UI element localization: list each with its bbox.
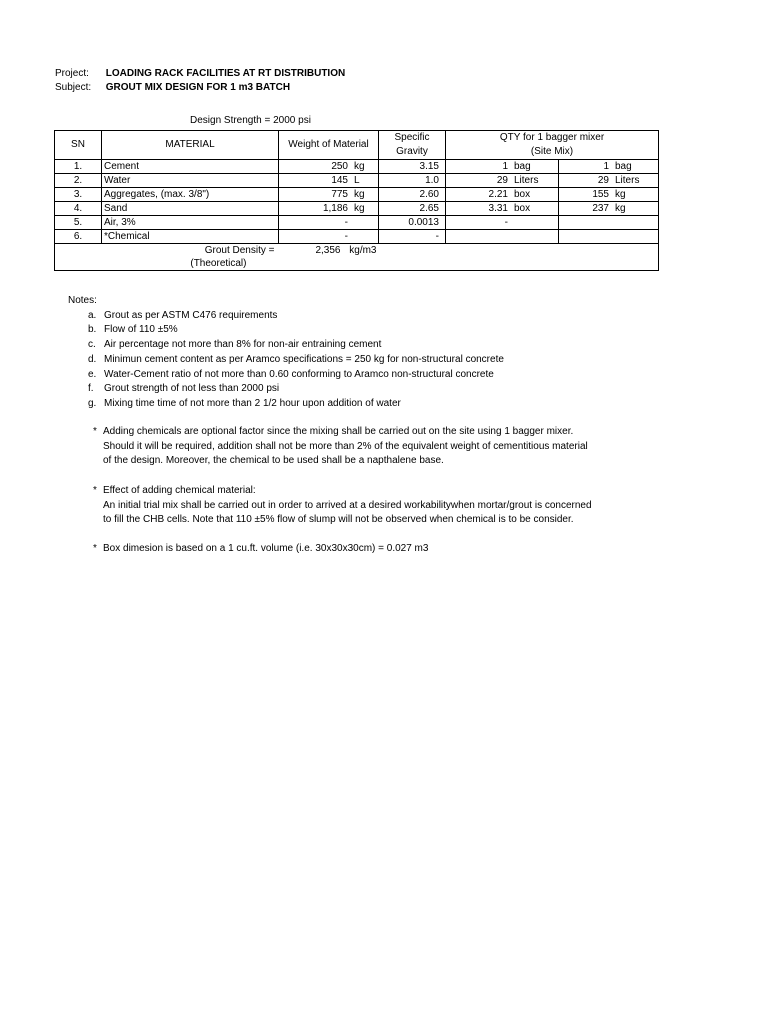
weight-unit: kg	[354, 203, 365, 214]
cell-qty-1	[446, 230, 559, 244]
star-note-line: to fill the CHB cells. Note that 110 ±5% flow of slump will not be observed when chemical is to be consider.	[103, 514, 574, 526]
qty1-unit: box	[514, 189, 531, 200]
weight-value: -	[344, 231, 348, 242]
qty1-value: 3.31	[488, 203, 508, 214]
density-value: 2,356	[315, 245, 341, 256]
cell-material: Sand	[102, 202, 279, 216]
qty1-unit: bag	[514, 161, 531, 172]
notes-list	[68, 309, 504, 412]
note-item	[68, 368, 504, 383]
note-letter: d.	[88, 353, 97, 365]
cell-qty-2	[559, 188, 659, 202]
notes-section	[68, 294, 504, 412]
note-letter: g.	[88, 397, 97, 409]
cell-qty-2	[559, 230, 659, 244]
cell-qty-1	[446, 202, 559, 216]
header-qty-line2: (Site Mix)	[530, 146, 574, 157]
cell-material: Cement	[102, 160, 279, 174]
table-header-row	[55, 131, 659, 160]
density-label: Grout Density =	[55, 244, 279, 258]
density-empty-7	[559, 257, 659, 271]
qty2-value: 155	[592, 189, 609, 200]
subject-value: GROUT MIX DESIGN FOR 1 m3 BATCH	[105, 82, 291, 93]
cell-material: Air, 3%	[102, 216, 279, 230]
header-weight: Weight of Material	[279, 131, 379, 160]
notes-title: Notes:	[68, 295, 97, 306]
cell-material: Aggregates, (max. 3/8")	[102, 188, 279, 202]
cell-sn: 2.	[55, 174, 102, 188]
cell-gravity: 2.65	[379, 202, 446, 216]
star-note-line: Box dimesion is based on a 1 cu.ft. volume (i.e. 30x30x30cm) = 0.027 m3	[103, 543, 429, 554]
asterisk-mark: *	[93, 543, 97, 554]
header-gravity-line2: Gravity	[396, 146, 428, 157]
qty2-value: 1	[603, 161, 609, 172]
qty2-unit: Liters	[615, 175, 640, 186]
cell-weight	[279, 202, 379, 216]
density-empty-1	[379, 244, 446, 258]
cell-qty-2	[559, 174, 659, 188]
cell-sn: 4.	[55, 202, 102, 216]
header-material: MATERIAL	[102, 131, 279, 160]
qty1-unit: Liters	[514, 175, 539, 186]
note-text: Grout as per ASTM C476 requirements	[104, 309, 278, 321]
weight-unit: L	[354, 175, 360, 186]
note-item	[68, 353, 504, 368]
cell-weight	[279, 160, 379, 174]
header-gravity	[379, 131, 446, 160]
weight-value: 1,186	[322, 203, 348, 214]
cell-gravity: 0.0013	[379, 216, 446, 230]
cell-qty-2	[559, 160, 659, 174]
qty2-unit: kg	[615, 189, 626, 200]
weight-value: 250	[331, 161, 348, 172]
asterisk-mark: *	[93, 485, 97, 496]
subject-line	[55, 82, 290, 93]
density-row-1	[55, 244, 659, 258]
star-note-line: Should it will be required, addition shall not be more than 2% of the equivalent weight of cementitious material	[103, 440, 588, 452]
density-empty-5	[379, 257, 446, 271]
weight-value: 775	[331, 189, 348, 200]
cell-qty-1	[446, 188, 559, 202]
weight-unit: kg	[354, 161, 365, 172]
qty1-unit: box	[514, 203, 531, 214]
note-text: Air percentage not more than 8% for non-air entraining cement	[104, 339, 382, 351]
cell-qty-2	[559, 216, 659, 230]
qty2-unit: kg	[615, 203, 626, 214]
cell-material: *Chemical	[102, 230, 279, 244]
density-theoretical: (Theoretical)	[55, 257, 279, 271]
note-item	[68, 323, 504, 338]
cell-qty-2	[559, 202, 659, 216]
note-text: Grout strength of not less than 2000 psi	[104, 383, 280, 395]
note-item	[68, 309, 504, 324]
table-row	[55, 202, 659, 216]
note-text: Mixing time time of not more than 2 1/2 hour upon addition of water	[104, 397, 401, 409]
density-empty-3	[559, 244, 659, 258]
note-letter: e.	[88, 368, 97, 380]
table-row	[55, 230, 659, 244]
project-line	[55, 68, 345, 79]
note-letter: a.	[88, 309, 97, 321]
qty1-value: 1	[502, 161, 508, 172]
table-row	[55, 188, 659, 202]
cell-material: Water	[102, 174, 279, 188]
header-qty-line1: QTY for 1 bagger mixer	[499, 132, 605, 143]
note-letter: b.	[88, 324, 97, 336]
density-empty-2	[446, 244, 559, 258]
cell-weight	[279, 188, 379, 202]
cell-qty-1	[446, 160, 559, 174]
cell-sn: 5.	[55, 216, 102, 230]
header-qty	[446, 131, 659, 160]
cell-gravity: -	[379, 230, 446, 244]
cell-weight	[279, 174, 379, 188]
project-value: LOADING RACK FACILITIES AT RT DISTRIBUTION	[105, 68, 346, 79]
weight-value: -	[344, 217, 348, 228]
density-unit: kg/m3	[349, 245, 377, 256]
cell-gravity: 1.0	[379, 174, 446, 188]
note-letter: f.	[88, 383, 94, 395]
header-gravity-line1: Specific	[394, 132, 430, 143]
cell-qty-1	[446, 174, 559, 188]
density-empty-6	[446, 257, 559, 271]
star-note-2	[93, 484, 592, 528]
star-note-line: An initial trial mix shall be carried out in order to arrived at a desired workabilitywhen mortar/grout is concerned	[103, 499, 592, 511]
star-note-3	[93, 542, 428, 557]
design-strength: Design Strength = 2000 psi	[190, 115, 311, 126]
cell-sn: 1.	[55, 160, 102, 174]
weight-unit: kg	[354, 189, 365, 200]
note-item	[68, 338, 504, 353]
density-value-cell	[279, 244, 379, 258]
cell-gravity: 3.15	[379, 160, 446, 174]
cell-sn: 3.	[55, 188, 102, 202]
qty2-value: 29	[597, 175, 609, 186]
qty2-unit: bag	[615, 161, 632, 172]
cell-qty-1	[446, 216, 559, 230]
star-note-line: Adding chemicals are optional factor since the mixing shall be carried out on the site using 1 bagger mixer.	[103, 426, 574, 437]
cell-sn: 6.	[55, 230, 102, 244]
table-row	[55, 160, 659, 174]
star-note-line: Effect of adding chemical material:	[103, 485, 256, 496]
note-text: Flow of 110 ±5%	[104, 324, 178, 336]
cell-gravity: 2.60	[379, 188, 446, 202]
cell-weight	[279, 216, 379, 230]
density-row-2	[55, 257, 659, 271]
cell-weight	[279, 230, 379, 244]
density-empty-4	[279, 257, 379, 271]
subject-label: Subject:	[55, 82, 92, 93]
qty1-value: 29	[496, 175, 508, 186]
qty2-value: 237	[592, 203, 609, 214]
note-letter: c.	[88, 339, 96, 351]
grout-mix-table	[54, 130, 659, 271]
table-row	[55, 216, 659, 230]
note-item	[68, 382, 504, 397]
star-note-line: of the design. Moreover, the chemical to be used shall be a napthalene base.	[103, 455, 444, 467]
table-row	[55, 174, 659, 188]
note-text: Water-Cement ratio of not more than 0.60 conforming to Aramco non-structural concrete	[104, 368, 494, 380]
project-label: Project:	[55, 68, 89, 79]
qty1-value: -	[504, 217, 508, 228]
header-sn: SN	[55, 131, 102, 160]
qty1-value: 2.21	[488, 189, 508, 200]
weight-value: 145	[331, 175, 348, 186]
star-note-1	[93, 425, 588, 469]
note-item	[68, 397, 504, 412]
asterisk-mark: *	[93, 426, 97, 437]
note-text: Minimun cement content as per Aramco specifications = 250 kg for non-structural concrete	[104, 353, 504, 365]
